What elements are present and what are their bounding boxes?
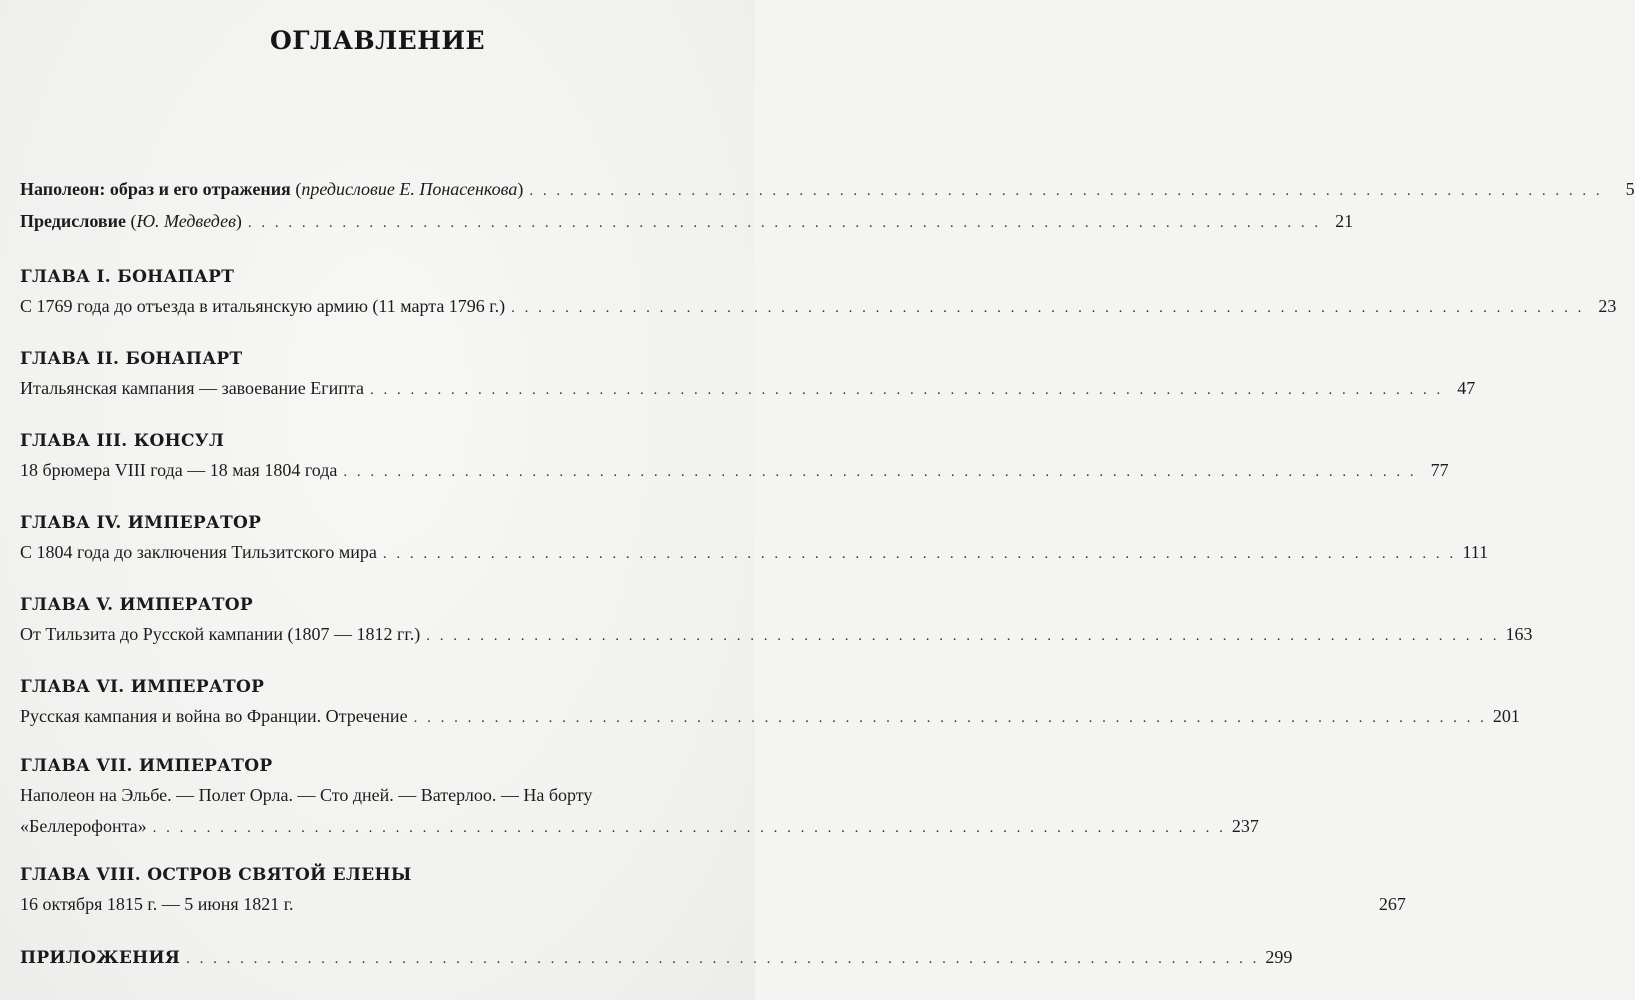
- dot-leader: [300, 895, 1373, 917]
- page-number: 163: [1505, 624, 1533, 644]
- page-number: 111: [1462, 542, 1489, 562]
- chapter-heading: ГЛАВА III. КОНСУЛ: [20, 431, 225, 451]
- dot-leader: . . . . . . . . . . . . . . . . . . . . . . . . . . . . . . . . . . . . . . . . . . . . . . . . . . . . . . . . . . . . . . . . . . . . . . . . . . . . . . . .: [343, 464, 1417, 480]
- toc-entry-foreword-ponasenkov[interactable]: [20, 178, 1635, 202]
- page-number: 21: [1335, 211, 1354, 231]
- toc-appendix[interactable]: [20, 946, 1293, 970]
- page-number: 77: [1430, 460, 1449, 480]
- chapter-subtitle: С 1804 года до заключения Тильзитского мира: [20, 542, 377, 562]
- toc-chapter-7[interactable]: [20, 755, 1259, 839]
- chapter-subtitle: Итальянская кампания — завоевание Египта: [20, 378, 364, 398]
- page-title: ОГЛАВЛЕНИЕ: [269, 26, 486, 55]
- chapter-heading: ГЛАВА V. ИМПЕРАТОР: [20, 595, 253, 615]
- chapter-heading: ГЛАВА IV. ИМПЕРАТОР: [20, 513, 262, 533]
- page-number: 5: [1625, 179, 1635, 199]
- page-number: 201: [1492, 706, 1520, 726]
- chapter-heading: ГЛАВА VI. ИМПЕРАТОР: [20, 677, 265, 697]
- toc-entry-preface-medvedev[interactable]: [20, 210, 1354, 234]
- dot-leader: . . . . . . . . . . . . . . . . . . . . . . . . . . . . . . . . . . . . . . . . . . . . . . . . . . . . . . . . . . . . . . . . . . . . . . . . . . . . . . . .: [413, 710, 1487, 726]
- toc-chapter-3[interactable]: [20, 430, 1449, 483]
- dot-leader: . . . . . . . . . . . . . . . . . . . . . . . . . . . . . . . . . . . . . . . . . . . . . . . . . . . . . . . . . . . . . . . . . . . . . . . . . . . . . . . .: [511, 300, 1585, 316]
- chapter-subtitle: 16 октября 1815 г. — 5 июня 1821 г.: [20, 894, 294, 914]
- entry-title: Наполеон: образ и его отражения (предисловие Е. Понасенкова): [20, 179, 524, 199]
- dot-leader: . . . . . . . . . . . . . . . . . . . . . . . . . . . . . . . . . . . . . . . . . . . . . . . . . . . . . . . . . . . . . . . . . . . . . . . . . . . . . . . .: [152, 820, 1226, 836]
- chapter-subtitle-line-1: Наполеон на Эльбе. — Полет Орла. — Сто дней. — Ватерлоо. — На борту: [20, 785, 593, 805]
- page-number: 23: [1598, 296, 1617, 316]
- chapter-subtitle: От Тильзита до Русской кампании (1807 — 1812 гг.): [20, 624, 421, 644]
- dot-leader: . . . . . . . . . . . . . . . . . . . . . . . . . . . . . . . . . . . . . . . . . . . . . . . . . . . . . . . . . . . . . . . . . . . . . . . . . . . . . . . .: [186, 951, 1260, 967]
- toc-chapter-1[interactable]: [20, 266, 1617, 319]
- dot-leader: . . . . . . . . . . . . . . . . . . . . . . . . . . . . . . . . . . . . . . . . . . . . . . . . . . . . . . . . . . . . . . . . . . . . . . . . . . . . . . . .: [370, 382, 1444, 398]
- page-number: 267: [1378, 894, 1406, 914]
- dot-leader: . . . . . . . . . . . . . . . . . . . . . . . . . . . . . . . . . . . . . . . . . . . . . . . . . . . . . . . . . . . . . . . . . . . . . . . . . . . . . . . .: [529, 183, 1603, 199]
- chapter-heading: ГЛАВА VII. ИМПЕРАТОР: [20, 756, 273, 776]
- toc-chapter-4[interactable]: [20, 512, 1489, 565]
- toc-chapter-2[interactable]: [20, 348, 1476, 401]
- chapter-heading: ГЛАВА II. БОНАПАРТ: [20, 349, 243, 369]
- chapter-subtitle: С 1769 года до отъезда в итальянскую армию (11 марта 1796 г.): [20, 296, 506, 316]
- entry-title: Предисловие (Ю. Медведев): [20, 211, 242, 231]
- chapter-subtitle-line-2: «Беллерофонта»: [20, 816, 147, 836]
- chapter-subtitle: Русская кампания и война во Франции. Отречение: [20, 706, 408, 726]
- dot-leader: . . . . . . . . . . . . . . . . . . . . . . . . . . . . . . . . . . . . . . . . . . . . . . . . . . . . . . . . . . . . . . . . . . . . . . . . . . . . . . . .: [247, 215, 1322, 231]
- page-number: 47: [1457, 378, 1476, 398]
- chapter-heading: ГЛАВА I. БОНАПАРТ: [20, 267, 235, 287]
- chapter-heading: ГЛАВА VIII. ОСТРОВ СВЯТОЙ ЕЛЕНЫ: [20, 865, 412, 885]
- toc-chapter-5[interactable]: [20, 594, 1533, 647]
- page-number: 237: [1231, 816, 1259, 836]
- appendix-heading: ПРИЛОЖЕНИЯ: [20, 948, 181, 968]
- dot-leader: . . . . . . . . . . . . . . . . . . . . . . . . . . . . . . . . . . . . . . . . . . . . . . . . . . . . . . . . . . . . . . . . . . . . . . . . . . . . . . . .: [382, 546, 1457, 562]
- page-number: 299: [1265, 947, 1293, 967]
- toc-chapter-6[interactable]: [20, 676, 1520, 729]
- dot-leader: . . . . . . . . . . . . . . . . . . . . . . . . . . . . . . . . . . . . . . . . . . . . . . . . . . . . . . . . . . . . . . . . . . . . . . . . . . . . . . . .: [426, 628, 1500, 644]
- toc-chapter-8[interactable]: [20, 864, 1406, 917]
- chapter-subtitle: 18 брюмера VIII года — 18 мая 1804 года: [20, 460, 338, 480]
